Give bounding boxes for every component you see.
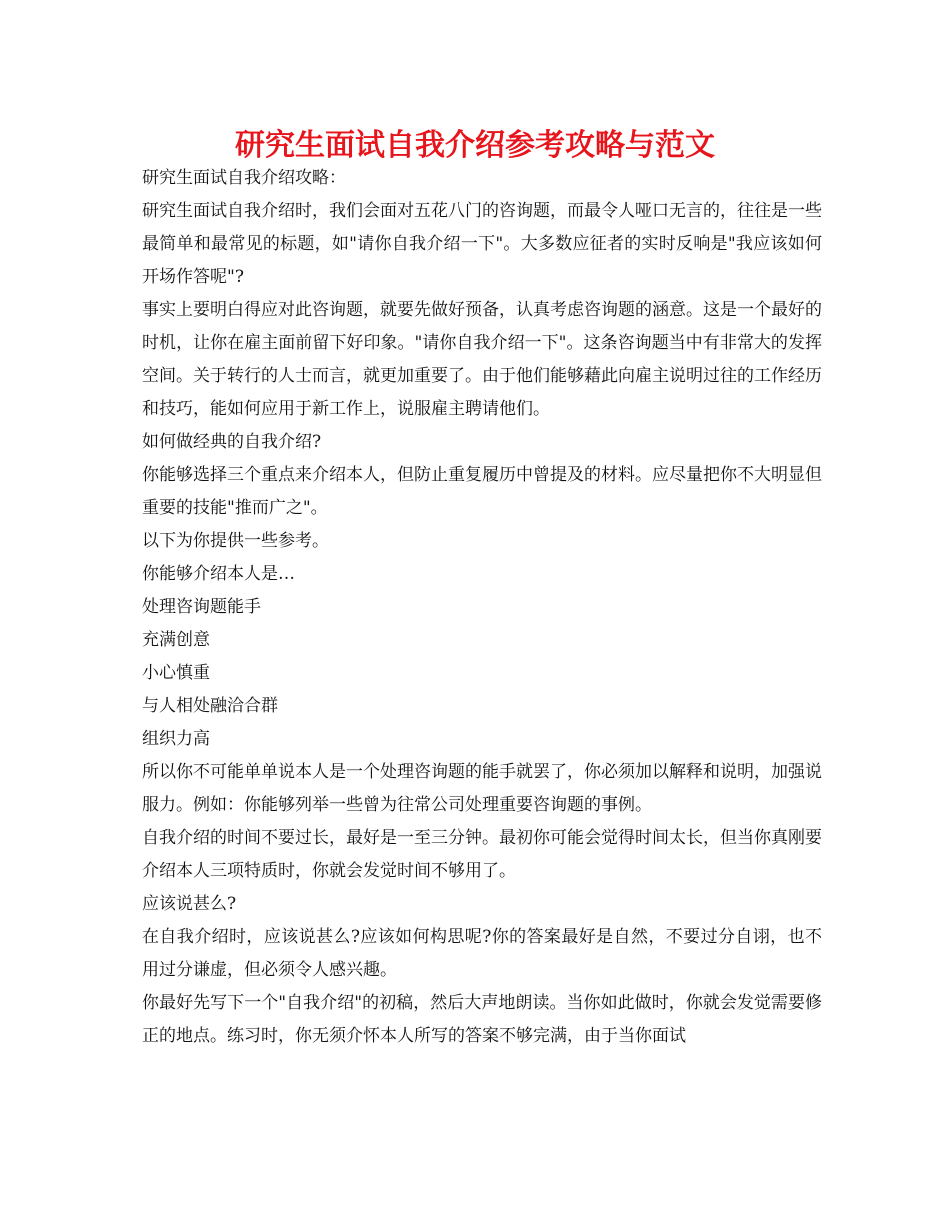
section-heading: 应该说甚么? [142,894,237,914]
paragraph: 以下为你提供一些参考。 [142,531,329,551]
paragraph: 研究生面试自我介绍攻略： [142,168,346,188]
paragraph: 自我介绍的时间不要过长，最好是一至三分钟。最初你可能会觉得时间太长，但当你真刚要介绍本人三项特质时，你就会发觉时间不够用了。 [142,828,822,881]
list-item: 小心慎重 [142,663,210,683]
list-item: 组织力高 [142,729,210,749]
paragraph: 你能够介绍本人是… [142,564,295,584]
paragraph: 在自我介绍时，应该说甚么?应该如何构思呢?你的答案最好是自然，不要过分自诩，也不用过分谦虚，但必须令人感兴趣。 [142,927,822,980]
list-item: 处理咨询题能手 [142,597,261,617]
paragraph: 所以你不可能单单说本人是一个处理咨询题的能手就罢了，你必须加以解释和说明，加强说服力。例如：你能够列举一些曾为往常公司处理重要咨询题的事例。 [142,762,822,815]
paragraph: 你最好先写下一个"自我介绍"的初稿，然后大声地朗读。当你如此做时，你就会发觉需要修正的地点。练习时，你无须介怀本人所写的答案不够完满，由于当你面试 [142,993,822,1046]
paragraph: 研究生面试自我介绍时，我们会面对五花八门的咨询题，而最令人哑口无言的，往往是一些最简单和最常见的标题，如"请你自我介绍一下"。大多数应征者的实时反响是"我应该如何开场作答呢"? [142,201,822,287]
section-heading: 如何做经典的自我介绍? [142,432,322,452]
document-body [142,162,822,1053]
paragraph: 事实上要明白得应对此咨询题，就要先做好预备，认真考虑咨询题的涵意。这是一个最好的时机，让你在雇主面前留下好印象。"请你自我介绍一下"。这条咨询题当中有非常大的发挥空间。关于转行的人士而言，就更加重要了。由于他们能够藉此向雇主说明过往的工作经历和技巧，能如何应用于新工作上，说服雇主聘请他们。 [142,300,822,419]
paragraph: 你能够选择三个重点来介绍本人，但防止重复履历中曾提及的材料。应尽量把你不大明显但重要的技能"推而广之"。 [142,465,822,518]
list-item: 与人相处融洽合群 [142,696,278,716]
list-item: 充满创意 [142,630,210,650]
document-title: 研究生面试自我介绍参考攻略与范文 [235,128,715,163]
